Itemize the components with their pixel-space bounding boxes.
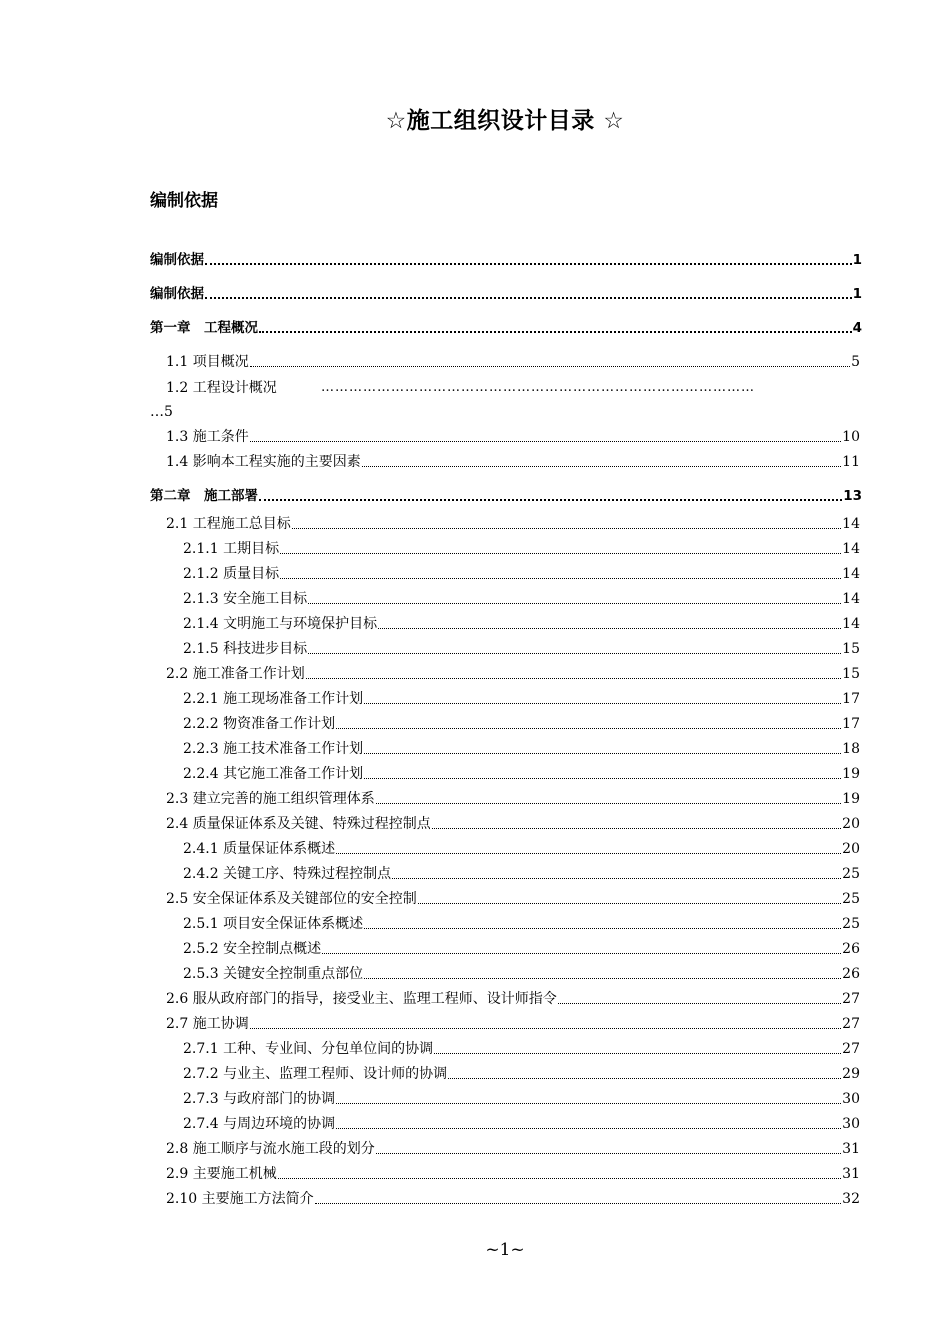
- toc-entry-page: 1: [852, 286, 862, 302]
- toc-leader-dots: …………………………………………………………………………………: [321, 380, 755, 395]
- toc-entry-page: 25: [842, 891, 860, 907]
- toc-entry-label: 2.1.2 质量目标: [183, 566, 280, 582]
- toc-entry[interactable]: [166, 814, 860, 834]
- toc-entry-page: 31: [842, 1141, 860, 1157]
- toc-leader-dots: [308, 653, 841, 654]
- toc-entry[interactable]: [166, 1014, 860, 1034]
- toc-entry[interactable]: [166, 1139, 860, 1159]
- toc-entry-label: 2.7.4 与周边环境的协调: [183, 1116, 336, 1132]
- toc-entry-label: 2.5.2 安全控制点概述: [183, 941, 322, 957]
- section-heading: 编制依据: [150, 191, 218, 211]
- toc-entry-page: 19: [842, 766, 860, 782]
- toc-leader-dots: [336, 728, 841, 729]
- toc-entry[interactable]: [183, 589, 860, 609]
- toc-leader-dots: [250, 441, 841, 442]
- toc-entry[interactable]: [150, 378, 862, 426]
- page-number: ~1~: [485, 1240, 525, 1260]
- toc-entry[interactable]: [183, 939, 860, 959]
- toc-entry-page: 17: [842, 691, 860, 707]
- document-title: ☆施工组织设计目录 ☆: [385, 108, 625, 134]
- toc-entry-page: 27: [842, 1016, 860, 1032]
- toc-leader-dots: [558, 1003, 841, 1004]
- toc-entry[interactable]: [183, 564, 860, 584]
- toc-leader-dots: [448, 1078, 841, 1079]
- toc-entry-label: 2.1.1 工期目标: [183, 541, 280, 557]
- toc-chapter-entry[interactable]: [150, 284, 862, 304]
- toc-entry-label: 2.2.4 其它施工准备工作计划: [183, 766, 364, 782]
- toc-entry-page: 29: [842, 1066, 860, 1082]
- toc-entry-label: 2.4 质量保证体系及关键、特殊过程控制点: [166, 816, 431, 832]
- toc-entry-label: 1.2 工程设计概况: [166, 380, 277, 396]
- toc-entry[interactable]: [166, 452, 860, 472]
- toc-entry-page: 1: [852, 252, 862, 268]
- toc-entry[interactable]: [183, 839, 860, 859]
- toc-entry-label: 第一章 工程概况: [150, 320, 258, 336]
- toc-chapter-entry[interactable]: [150, 318, 862, 338]
- toc-entry[interactable]: [166, 1164, 860, 1184]
- toc-entry-page: 11: [842, 454, 860, 470]
- toc-entry[interactable]: [183, 714, 860, 734]
- toc-entry-page: 18: [842, 741, 860, 757]
- toc-leader-dots: [205, 297, 852, 299]
- toc-leader-dots: [364, 928, 841, 929]
- toc-entry-label: 2.9 主要施工机械: [166, 1166, 277, 1182]
- toc-entry-label: 1.3 施工条件: [166, 429, 249, 445]
- toc-entry-page: 4: [852, 320, 862, 336]
- toc-entry[interactable]: [166, 789, 860, 809]
- toc-leader-dots: [378, 628, 841, 629]
- toc-entry-page: 10: [842, 429, 860, 445]
- toc-entry[interactable]: [183, 1114, 860, 1134]
- toc-leader-dots: [336, 1103, 841, 1104]
- toc-entry[interactable]: [183, 739, 860, 759]
- toc-entry-page: 26: [842, 966, 860, 982]
- toc-entry-page: 30: [842, 1116, 860, 1132]
- toc-entry[interactable]: [166, 352, 860, 372]
- toc-entry-label: 2.6 服从政府部门的指导，接受业主、监理工程师、设计师指令: [166, 991, 557, 1007]
- toc-entry[interactable]: [183, 914, 860, 934]
- toc-leader-dots: [306, 678, 841, 679]
- toc-entry-page: 14: [842, 516, 860, 532]
- toc-entry-label: 2.2.2 物资准备工作计划: [183, 716, 336, 732]
- toc-entry[interactable]: [183, 639, 860, 659]
- toc-entry-label: 2.5 安全保证体系及关键部位的安全控制: [166, 891, 417, 907]
- toc-entry-page: 14: [842, 616, 860, 632]
- toc-leader-dots: [418, 903, 841, 904]
- toc-chapter-entry[interactable]: [150, 486, 862, 506]
- toc-leader-dots: [434, 1053, 841, 1054]
- toc-leader-dots: [259, 499, 842, 501]
- toc-entry[interactable]: [183, 1064, 860, 1084]
- toc-entry-page: 17: [842, 716, 860, 732]
- toc-leader-dots: [376, 1153, 841, 1154]
- toc-entry-label: 2.7 施工协调: [166, 1016, 249, 1032]
- toc-entry-page: 14: [842, 591, 860, 607]
- toc-entry-page: 14: [842, 566, 860, 582]
- toc-entry-page: 14: [842, 541, 860, 557]
- toc-leader-dots: [336, 1128, 841, 1129]
- toc-entry-page: 31: [842, 1166, 860, 1182]
- toc-entry-label: 2.4.2 关键工序、特殊过程控制点: [183, 866, 392, 882]
- toc-leader-dots: [205, 263, 852, 265]
- toc-entry-label: 第二章 施工部署: [150, 488, 258, 504]
- toc-entry-label: 2.4.1 质量保证体系概述: [183, 841, 336, 857]
- toc-entry-page: 30: [842, 1091, 860, 1107]
- toc-leader-dots: [364, 778, 841, 779]
- toc-chapter-entry[interactable]: [150, 250, 862, 270]
- toc-entry[interactable]: [166, 427, 860, 447]
- toc-leader-dots: [336, 853, 841, 854]
- toc-entry-label: 2.1.5 科技进步目标: [183, 641, 308, 657]
- toc-entry-label: 2.7.3 与政府部门的协调: [183, 1091, 336, 1107]
- toc-leader-dots: [362, 466, 841, 467]
- toc-entry-page: 13: [843, 488, 862, 504]
- toc-entry[interactable]: [183, 1089, 860, 1109]
- toc-entry-label: 2.2.3 施工技术准备工作计划: [183, 741, 364, 757]
- toc-entry[interactable]: [183, 689, 860, 709]
- toc-entry-label: 2.10 主要施工方法简介: [166, 1191, 314, 1207]
- toc-entry-label: 2.7.2 与业主、监理工程师、设计师的协调: [183, 1066, 448, 1082]
- toc-entry-page: 15: [842, 666, 860, 682]
- toc-entry[interactable]: [183, 964, 860, 984]
- toc-entry-label: 2.1 工程施工总目标: [166, 516, 291, 532]
- toc-leader-dots: [292, 528, 841, 529]
- toc-entry[interactable]: [183, 764, 860, 784]
- toc-leader-dots: [250, 1028, 841, 1029]
- toc-leader-dots: [376, 803, 841, 804]
- toc-entry-page: 27: [842, 991, 860, 1007]
- toc-leader-dots: [280, 553, 841, 554]
- toc-entry[interactable]: [183, 539, 860, 559]
- toc-leader-dots: [392, 878, 841, 879]
- toc-leader-dots: [308, 603, 841, 604]
- toc-entry-label: 2.2 施工准备工作计划: [166, 666, 305, 682]
- toc-entry-page: 26: [842, 941, 860, 957]
- toc-entry[interactable]: [166, 889, 860, 909]
- toc-entry-page: 15: [842, 641, 860, 657]
- toc-entry-label: 2.8 施工顺序与流水施工段的划分: [166, 1141, 375, 1157]
- toc-entry-page: 25: [842, 916, 860, 932]
- toc-entry-page: 25: [842, 866, 860, 882]
- toc-leader-dots: [315, 1203, 842, 1204]
- toc-leader-dots: [364, 978, 841, 979]
- toc-entry-label: 编制依据: [150, 252, 204, 268]
- toc-leader-dots: [280, 578, 841, 579]
- toc-leader-dots: [278, 1178, 841, 1179]
- toc-leader-dots: [364, 703, 841, 704]
- toc-entry-label: 2.3 建立完善的施工组织管理体系: [166, 791, 375, 807]
- toc-entry-page: 20: [842, 841, 860, 857]
- toc-entry[interactable]: [183, 614, 860, 634]
- toc-entry[interactable]: [166, 514, 860, 534]
- toc-entry[interactable]: [166, 664, 860, 684]
- toc-entry-page: …5: [150, 404, 173, 420]
- toc-entry-label: 2.2.1 施工现场准备工作计划: [183, 691, 364, 707]
- toc-entry-label: 2.5.1 项目安全保证体系概述: [183, 916, 364, 932]
- toc-entry-label: 1.4 影响本工程实施的主要因素: [166, 454, 361, 470]
- toc-entry-label: 2.5.3 关键安全控制重点部位: [183, 966, 364, 982]
- toc-entry-page: 32: [842, 1191, 860, 1207]
- toc-entry[interactable]: [183, 864, 860, 884]
- toc-leader-dots: [250, 366, 850, 367]
- toc-entry[interactable]: [166, 989, 860, 1009]
- toc-entry-label: 2.7.1 工种、专业间、分包单位间的协调: [183, 1041, 434, 1057]
- toc-entry-page: 5: [851, 354, 860, 370]
- toc-entry[interactable]: [183, 1039, 860, 1059]
- toc-entry-page: 20: [842, 816, 860, 832]
- toc-entry-label: 2.1.4 文明施工与环境保护目标: [183, 616, 378, 632]
- toc-entry-label: 1.1 项目概况: [166, 354, 249, 370]
- toc-entry-label: 2.1.3 安全施工目标: [183, 591, 308, 607]
- toc-leader-dots: [259, 331, 852, 333]
- toc-leader-dots: [364, 753, 841, 754]
- toc-entry-label: 编制依据: [150, 286, 204, 302]
- toc-leader-dots: [322, 953, 841, 954]
- toc-leader-dots: [432, 828, 841, 829]
- toc-entry-page: 27: [842, 1041, 860, 1057]
- toc-entry-page: 19: [842, 791, 860, 807]
- toc-entry[interactable]: [166, 1189, 860, 1209]
